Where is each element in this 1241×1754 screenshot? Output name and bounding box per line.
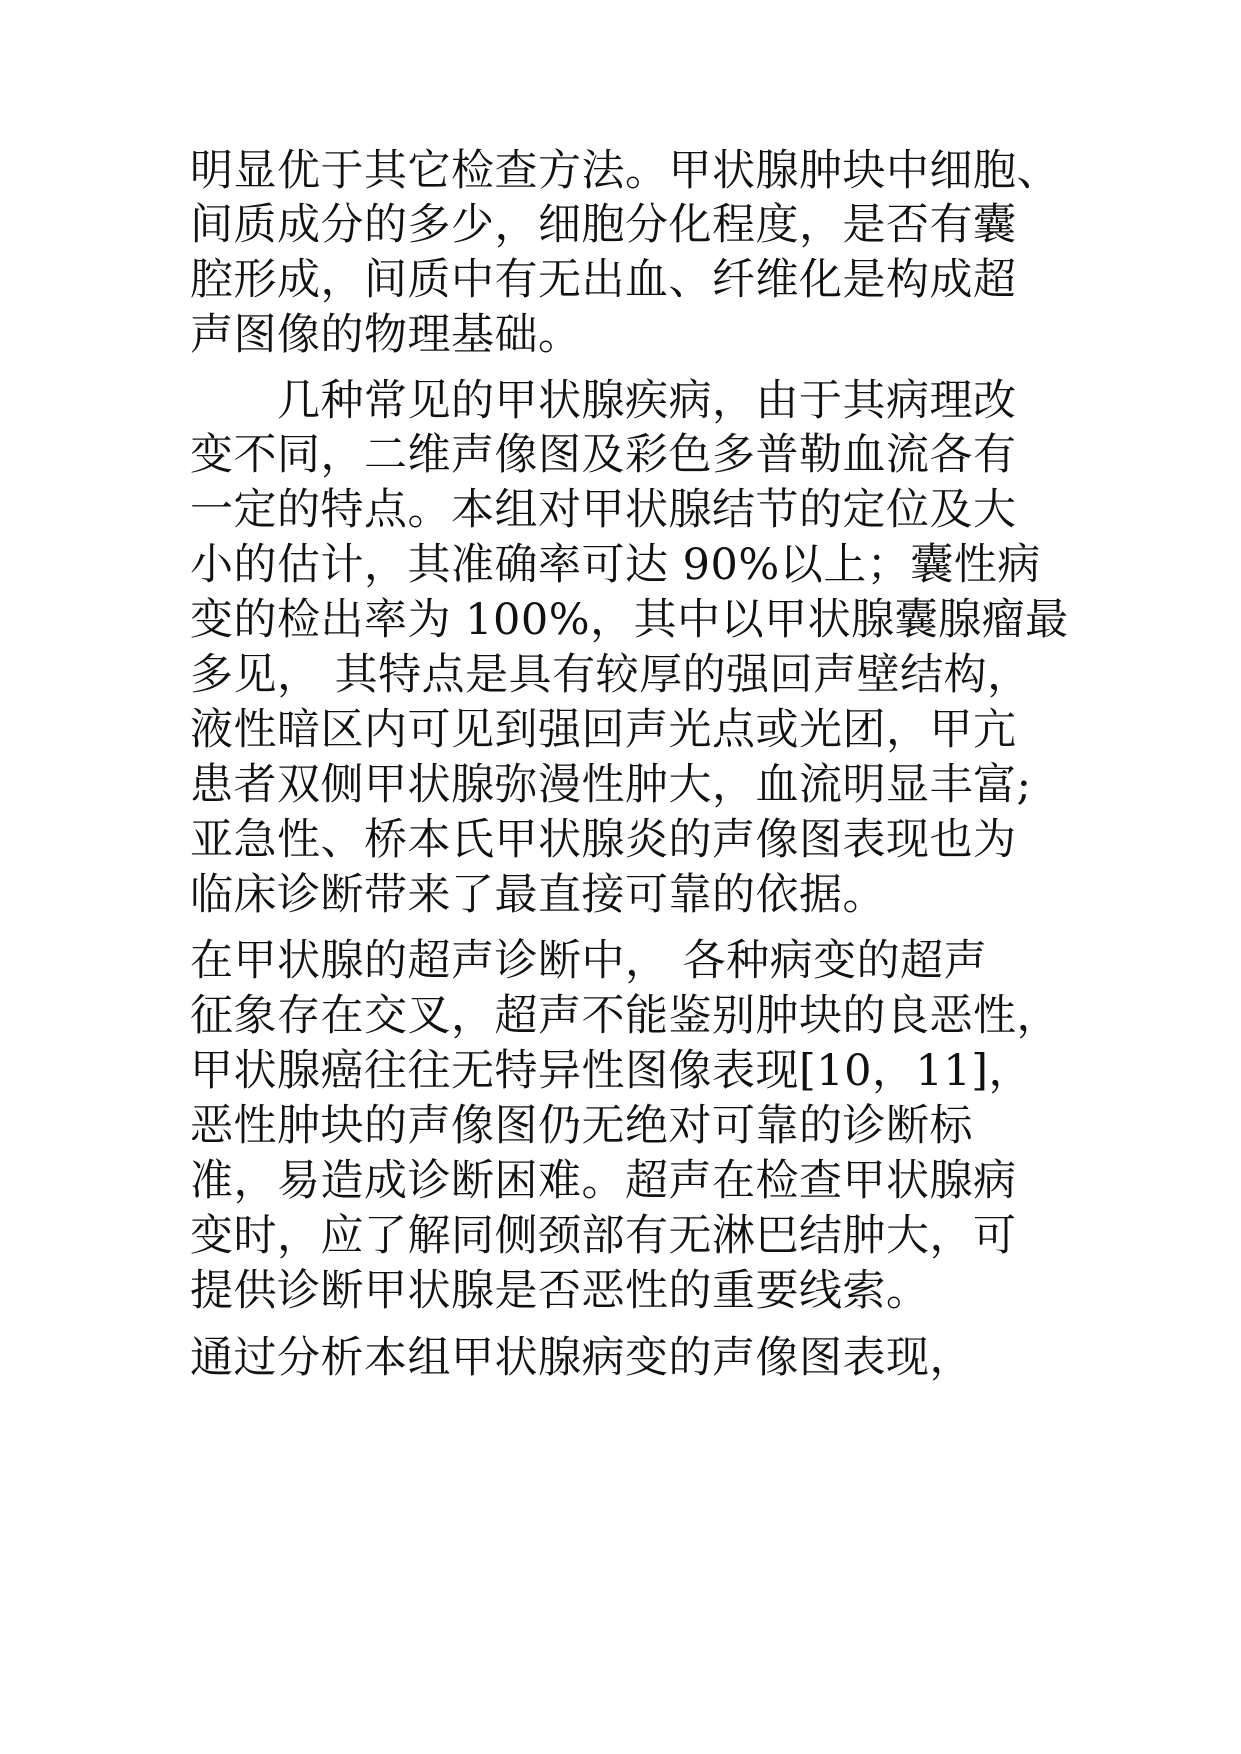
text-line: 在甲状腺的超声诊断中， 各种病变的超声	[190, 936, 988, 986]
text-line: 几种常见的甲状腺疾病，由于其病理改	[190, 376, 1017, 426]
text-line: 征象存在交叉，超声不能鉴别肿块的良恶性，	[190, 991, 1060, 1041]
text-line: 变时，应了解同侧颈部有无淋巴结肿大，可	[190, 1211, 1017, 1261]
text-line: 恶性肿块的声像图仍无绝对可靠的诊断标	[190, 1101, 973, 1151]
text-line: 一定的特点。本组对甲状腺结节的定位及大	[190, 485, 1017, 535]
text-line: 多见， 其特点是具有较厚的强回声壁结构，	[190, 650, 1031, 700]
text-line: 患者双侧甲状腺弥漫性肿大，血流明显丰富;	[190, 760, 1032, 810]
text-line: 准，易造成诊断困难。超声在检查甲状腺病	[190, 1156, 1017, 1206]
text-line: 小的估计，其准确率可达 90%以上；囊性病	[190, 540, 1041, 590]
text-line: 液性暗区内可见到强回声光点或光团，甲亢	[190, 705, 1017, 755]
text-line: 提供诊断甲状腺是否恶性的重要线索。	[190, 1266, 930, 1316]
text-line: 变的检出率为 100%，其中以甲状腺囊腺瘤最	[190, 595, 1069, 645]
text-line: 亚急性、桥本氏甲状腺炎的声像图表现也为	[190, 815, 1017, 865]
text-line: 临床诊断带来了最直接可靠的依据。	[190, 870, 886, 920]
text-line: 声图像的物理基础。	[190, 310, 582, 360]
text-line: 变不同，二维声像图及彩色多普勒血流各有	[190, 430, 1017, 480]
text-line: 通过分析本组甲状腺病变的声像图表现，	[190, 1333, 973, 1383]
text-line: 甲状腺癌往往无特异性图像表现[10，11]，	[190, 1046, 1032, 1096]
text-line: 明显优于其它检查方法。甲状腺肿块中细胞、	[190, 146, 1060, 196]
text-line: 腔形成，间质中有无出血、纤维化是构成超	[190, 255, 1017, 305]
text-line: 间质成分的多少，细胞分化程度，是否有囊	[190, 200, 1017, 250]
